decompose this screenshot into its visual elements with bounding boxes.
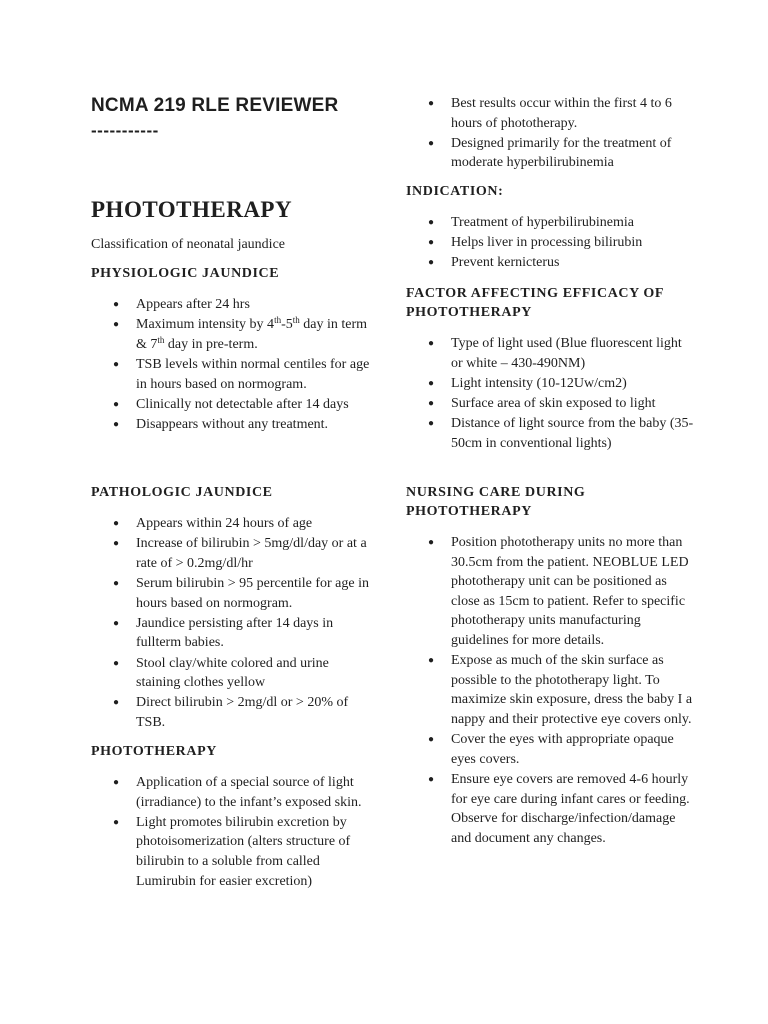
bullet-icon: ● bbox=[113, 299, 120, 310]
indication-list bbox=[406, 213, 696, 274]
bullet-icon: ● bbox=[428, 257, 435, 269]
list-item: ● Cover the eyes with appropriate opaque eyes covers. bbox=[428, 732, 674, 767]
list-item: ● Designed primarily for the treatment of moderate hyperbilirubinemia bbox=[428, 135, 672, 171]
list-item: ● Light promotes bilirubin excretion by photoisomerization (alters structure of bilirubin to a soluble from called Lumirubin for easier excretion) bbox=[113, 814, 351, 889]
heading-phototherapy: PHOTOTHERAPY bbox=[91, 744, 217, 759]
nursing-care-list bbox=[406, 533, 696, 849]
list-item: ● Stool clay/white colored and urine staining clothes yellow bbox=[113, 655, 329, 691]
bullet-icon: ● bbox=[113, 697, 120, 709]
list-item: ● Treatment of hyperbilirubinemia bbox=[406, 213, 696, 233]
bullet-icon: ● bbox=[428, 98, 435, 109]
bullet-icon: ● bbox=[428, 217, 435, 228]
list-item: ● Helps liver in processing bilirubin bbox=[406, 233, 696, 253]
heading-physiologic-jaundice: PHYSIOLOGIC JAUNDICE bbox=[91, 266, 280, 281]
list-item: ● Maximum intensity by 4th-5th day in term & 7th day in pre-term. bbox=[113, 315, 368, 352]
bullet-icon: ● bbox=[428, 397, 435, 409]
bullet-icon: ● bbox=[428, 537, 435, 548]
list-item: ● Jaundice persisting after 14 days in fullterm babies. bbox=[113, 615, 334, 651]
factors-list bbox=[406, 334, 696, 454]
document-title: NCMA 219 RLE REVIEWER bbox=[91, 95, 339, 116]
list-item: ● Best results occur within the first 4 to 6 hours of phototherapy. bbox=[428, 96, 672, 131]
list-item: ● Disappears without any treatment. bbox=[91, 415, 371, 435]
list-item: ● Clinically not detectable after 14 days bbox=[91, 395, 371, 415]
bullet-icon: ● bbox=[113, 418, 120, 430]
results-list bbox=[406, 94, 696, 174]
list-item: ● Expose as much of the skin surface as possible to the phototherapy light. To maximize skin exposure, dress the baby I a nappy and their protective eye covers only. bbox=[428, 653, 693, 727]
list-item: ● Position phototherapy units no more than 30.5cm from the patient. NEOBLUE LED phototherapy unit can be positioned as close as 15cm to patient. Refer to specific phototherapy units manufacturing guidelines for more details. bbox=[428, 535, 689, 648]
list-item: ● TSB levels within normal centiles for age in hours based on normogram. bbox=[113, 356, 370, 392]
list-item: ● Appears within 24 hours of age bbox=[91, 514, 371, 534]
section-title-phototherapy: PHOTOTHERAPY bbox=[91, 197, 293, 222]
bullet-icon: ● bbox=[428, 734, 435, 746]
bullet-icon: ● bbox=[113, 398, 120, 410]
bullet-icon: ● bbox=[428, 773, 435, 785]
physiologic-list bbox=[91, 295, 371, 435]
list-item: ● Prevent kernicterus bbox=[406, 253, 696, 273]
bullet-icon: ● bbox=[113, 657, 120, 669]
bullet-icon: ● bbox=[113, 777, 120, 788]
bullet-icon: ● bbox=[113, 577, 120, 589]
list-item: ● Light intensity (10-12Uw/cm2) bbox=[406, 374, 696, 394]
bullet-icon: ● bbox=[113, 617, 120, 629]
bullet-icon: ● bbox=[428, 418, 435, 430]
heading-indication: INDICATION: bbox=[406, 184, 504, 199]
bullet-icon: ● bbox=[428, 377, 435, 389]
phototherapy-list bbox=[91, 773, 371, 892]
heading-pathologic-jaundice: PATHOLOGIC JAUNDICE bbox=[91, 485, 273, 500]
bullet-icon: ● bbox=[113, 358, 120, 370]
list-item: ● Increase of bilirubin > 5mg/dl/day or at a rate of > 0.2mg/dl/hr bbox=[113, 536, 367, 571]
bullet-icon: ● bbox=[113, 518, 120, 529]
list-item: ● Distance of light source from the baby (35-50cm in conventional lights) bbox=[428, 416, 694, 451]
pathologic-list bbox=[91, 514, 371, 733]
bullet-icon: ● bbox=[113, 538, 120, 550]
list-item: ● Serum bilirubin > 95 percentile for age in hours based on normogram. bbox=[113, 575, 369, 611]
bullet-icon: ● bbox=[428, 338, 435, 349]
list-item: ● Ensure eye covers are removed 4-6 hourly for eye care during infant cares or feeding. Observe for discharge/infection/damage and document any changes. bbox=[428, 771, 690, 846]
bullet-icon: ● bbox=[428, 237, 435, 249]
list-item: ● Appears after 24 hrs bbox=[91, 295, 371, 315]
bullet-icon: ● bbox=[113, 319, 120, 331]
bullet-icon: ● bbox=[428, 137, 435, 149]
heading-nursing-care: NURSING CARE DURING PHOTOTHERAPY bbox=[406, 485, 586, 519]
bullet-icon: ● bbox=[113, 816, 120, 828]
title-underline-dashes: ----------- bbox=[91, 121, 159, 140]
heading-factors-affecting-efficacy: FACTOR AFFECTING EFFICACY OF PHOTOTHERAPY bbox=[406, 286, 664, 320]
list-item: ● Surface area of skin exposed to light bbox=[406, 394, 696, 414]
bullet-icon: ● bbox=[428, 655, 435, 667]
classification-text: Classification of neonatal jaundice bbox=[91, 237, 285, 252]
list-item: ● Application of a special source of light (irradiance) to the infant’s exposed skin. bbox=[113, 775, 362, 810]
list-item: ● Type of light used (Blue fluorescent light or white – 430-490NM) bbox=[428, 336, 682, 371]
list-item: ● Direct bilirubin > 2mg/dl or > 20% of TSB. bbox=[113, 695, 349, 730]
